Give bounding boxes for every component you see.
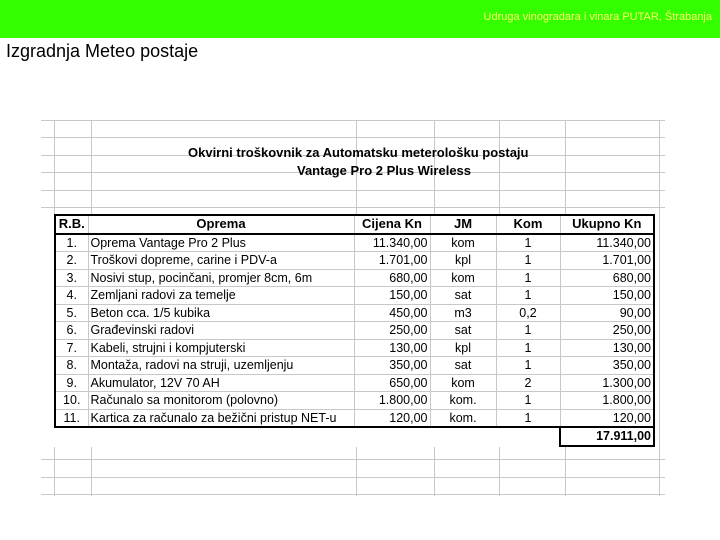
grand-total: 17.911,00: [560, 427, 654, 446]
row-total: 1.701,00: [560, 252, 654, 270]
table-row: [55, 357, 654, 375]
table-row: [55, 374, 654, 392]
row-unit: kom: [430, 269, 496, 287]
row-qty: 1: [496, 409, 560, 427]
row-unit: sat: [430, 287, 496, 305]
column-header-qty: Kom: [496, 215, 560, 234]
row-item: Kabeli, strujni i kompjuterski: [88, 339, 354, 357]
row-item: Troškovi dopreme, carine i PDV-a: [88, 252, 354, 270]
row-item: Računalo sa monitorom (polovno): [88, 392, 354, 410]
spreadsheet: [41, 120, 665, 496]
table-row: [55, 392, 654, 410]
row-qty: 1: [496, 322, 560, 340]
row-qty: 0,2: [496, 304, 560, 322]
table-row: [55, 304, 654, 322]
row-price: 650,00: [354, 374, 430, 392]
row-number: 11.: [55, 409, 88, 427]
row-price: 11.340,00: [354, 234, 430, 252]
table-row: [55, 252, 654, 270]
row-price: 1.701,00: [354, 252, 430, 270]
row-number: 7.: [55, 339, 88, 357]
column-header-total: Ukupno Kn: [560, 215, 654, 234]
row-price: 130,00: [354, 339, 430, 357]
row-price: 120,00: [354, 409, 430, 427]
row-unit: kom.: [430, 392, 496, 410]
row-unit: sat: [430, 357, 496, 375]
row-price: 250,00: [354, 322, 430, 340]
row-item: Nosivi stup, pocinčani, promjer 8cm, 6m: [88, 269, 354, 287]
row-number: 8.: [55, 357, 88, 375]
row-total: 120,00: [560, 409, 654, 427]
top-banner: [0, 0, 720, 38]
row-unit: m3: [430, 304, 496, 322]
row-item: Beton cca. 1/5 kubika: [88, 304, 354, 322]
table-row: [55, 322, 654, 340]
row-total: 150,00: [560, 287, 654, 305]
row-price: 450,00: [354, 304, 430, 322]
row-total: 250,00: [560, 322, 654, 340]
row-total: 11.340,00: [560, 234, 654, 252]
page-title: Izgradnja Meteo postaje: [6, 41, 199, 61]
row-unit: kpl: [430, 252, 496, 270]
table-row: [55, 339, 654, 357]
row-number: 10.: [55, 392, 88, 410]
table-row: [55, 269, 654, 287]
row-qty: 1: [496, 287, 560, 305]
banner-text: Udruga vinogradara i vinara PUTAR, Štrabanja: [483, 11, 712, 23]
table-header-row: [55, 215, 654, 234]
row-number: 1.: [55, 234, 88, 252]
row-qty: 2: [496, 374, 560, 392]
row-item: Zemljani radovi za temelje: [88, 287, 354, 305]
total-row: [55, 427, 654, 446]
row-total: 680,00: [560, 269, 654, 287]
row-qty: 1: [496, 392, 560, 410]
row-total: 350,00: [560, 357, 654, 375]
sheet-title: Okvirni troškovnik za Automatsku meterološku postaju: [188, 145, 529, 160]
cost-table: [54, 214, 655, 447]
row-total: 90,00: [560, 304, 654, 322]
row-number: 2.: [55, 252, 88, 270]
row-item: Oprema Vantage Pro 2 Plus: [88, 234, 354, 252]
row-unit: kom.: [430, 409, 496, 427]
row-number: 4.: [55, 287, 88, 305]
row-unit: kom: [430, 374, 496, 392]
row-total: 1.800,00: [560, 392, 654, 410]
row-qty: 1: [496, 269, 560, 287]
column-header-price: Cijena Kn: [354, 215, 430, 234]
column-header-item: Oprema: [88, 215, 354, 234]
column-header-unit: JM: [430, 215, 496, 234]
row-price: 680,00: [354, 269, 430, 287]
row-item: Montaža, radovi na struji, uzemljenju: [88, 357, 354, 375]
table-row: [55, 234, 654, 252]
row-item: Kartica za računalo za bežični pristup NET-u: [88, 409, 354, 427]
row-item: Građevinski radovi: [88, 322, 354, 340]
row-unit: kom: [430, 234, 496, 252]
row-number: 5.: [55, 304, 88, 322]
row-number: 6.: [55, 322, 88, 340]
row-number: 3.: [55, 269, 88, 287]
row-qty: 1: [496, 252, 560, 270]
row-price: 150,00: [354, 287, 430, 305]
row-unit: sat: [430, 322, 496, 340]
row-total: 130,00: [560, 339, 654, 357]
row-qty: 1: [496, 357, 560, 375]
row-qty: 1: [496, 339, 560, 357]
row-price: 1.800,00: [354, 392, 430, 410]
sheet-subtitle: Vantage Pro 2 Plus Wireless: [297, 163, 472, 178]
row-qty: 1: [496, 234, 560, 252]
row-price: 350,00: [354, 357, 430, 375]
row-total: 1.300,00: [560, 374, 654, 392]
row-item: Akumulator, 12V 70 AH: [88, 374, 354, 392]
row-unit: kpl: [430, 339, 496, 357]
table-row: [55, 409, 654, 427]
table-row: [55, 287, 654, 305]
column-header-rb: R.B.: [55, 215, 88, 234]
row-number: 9.: [55, 374, 88, 392]
